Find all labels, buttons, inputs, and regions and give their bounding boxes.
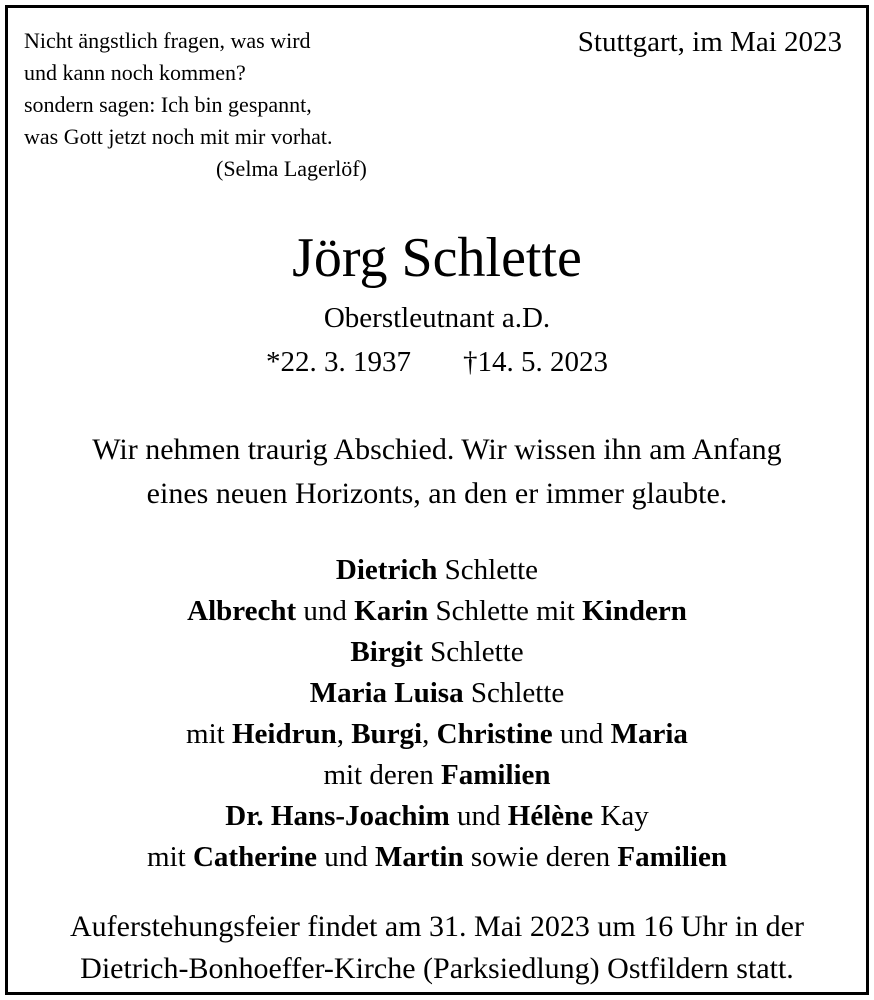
mourner-name: Maria <box>610 718 688 750</box>
death-date: †14. 5. 2023 <box>463 346 608 378</box>
mourner-line <box>8 673 866 714</box>
mourner-name: Dr. Hans-Joachim <box>225 800 450 832</box>
mourner-name: Familien <box>441 759 551 791</box>
mourner-text: und <box>296 595 355 627</box>
mourner-text: , <box>422 718 437 750</box>
service-notice <box>8 906 866 990</box>
mourner-name: Hélène <box>507 800 594 832</box>
mourner-text: mit deren <box>323 759 442 791</box>
mourner-text: und <box>552 718 611 750</box>
mourner-text: mit <box>186 718 232 750</box>
mourner-name: Albrecht <box>187 595 297 627</box>
mourner-line <box>8 591 866 632</box>
mourner-line <box>8 837 866 878</box>
service-line: Auferstehungsfeier findet am 31. Mai 2023 um 16 Uhr in der <box>70 910 804 943</box>
mourner-text: mit <box>147 841 193 873</box>
mourner-line <box>8 755 866 796</box>
mourner-name: Christine <box>436 718 553 750</box>
mourner-name: Maria Luisa <box>309 677 464 709</box>
birth-date: *22. 3. 1937 <box>266 346 411 378</box>
mourner-text: sowie deren <box>463 841 618 873</box>
mourner-line <box>8 796 866 837</box>
deceased-rank: Oberstleutnant a.D. <box>323 302 551 334</box>
poem-attribution: (Selma Lagerlöf) <box>216 156 367 181</box>
mourner-name: Martin <box>375 841 464 873</box>
mourner-name: Birgit <box>350 636 423 668</box>
mourner-text: und <box>317 841 375 873</box>
mourner-text: Kay <box>593 800 649 832</box>
mourner-name: Heidrun <box>231 718 337 750</box>
poem-line: Nicht ängstlich fragen, was wird <box>24 28 311 53</box>
farewell-line: Wir nehmen traurig Abschied. Wir wissen ihn am Anfang <box>92 433 782 466</box>
poem-line: sondern sagen: Ich bin gespannt, <box>24 92 312 117</box>
life-dates <box>8 342 866 382</box>
farewell-line: eines neuen Horizonts, an den er immer glaubte. <box>146 477 728 510</box>
service-line: Dietrich-Bonhoeffer-Kirche (Parksiedlung) Ostfildern statt. <box>80 952 794 985</box>
mourner-text: Schlette <box>422 636 524 668</box>
mourner-name: Dietrich <box>335 554 438 586</box>
mourner-text: und <box>449 800 508 832</box>
poem-quote <box>24 25 367 185</box>
poem-line: und kann noch kommen? <box>24 60 246 85</box>
deceased-name: Jörg Schlette <box>292 227 582 289</box>
mourner-line <box>8 550 866 591</box>
mourner-text: Schlette <box>437 554 539 586</box>
place-date: Stuttgart, im Mai 2023 <box>577 26 842 58</box>
obituary-frame <box>5 5 869 995</box>
mourners-list <box>8 550 866 878</box>
mourner-line <box>8 632 866 673</box>
mourner-name: Kindern <box>582 595 687 627</box>
mourner-text: , <box>336 718 352 750</box>
mourner-text: Schlette mit <box>428 595 583 627</box>
mourner-text: Schlette <box>463 677 565 709</box>
mourner-name: Burgi <box>351 718 423 750</box>
poem-line: was Gott jetzt noch mit mir vorhat. <box>24 124 333 149</box>
mourner-name: Familien <box>617 841 727 873</box>
mourner-name: Karin <box>354 595 429 627</box>
mourner-name: Catherine <box>192 841 317 873</box>
mourner-line <box>8 714 866 755</box>
farewell-text <box>8 428 866 516</box>
